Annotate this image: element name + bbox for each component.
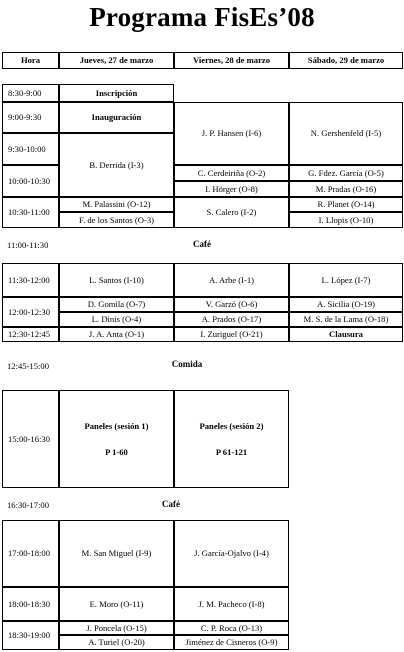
talk-palassini: M. Palassini (O-12) [59, 197, 174, 212]
header-day-friday: Viernes, 28 de marzo [174, 52, 289, 69]
talk-hansen: J. P. Hansen (I-6) [174, 102, 289, 165]
session-clausura: Clausura [289, 327, 403, 342]
talk-santos-f: F. de los Santos (O-3) [59, 212, 174, 228]
talk-pacheco: J. M. Pacheco (I-8) [174, 587, 289, 621]
talk-prados: A. Prados (O-17) [174, 312, 289, 327]
talk-santos-l: L. Santos (I-10) [59, 263, 174, 297]
hour-label: 11:00-11:30 [7, 240, 49, 250]
talk-planet: R. Planet (O-14) [289, 197, 403, 212]
talk-lama: M. S. de la Lama (O-18) [289, 312, 403, 327]
panel-session-1-range: P 1-60 [105, 447, 128, 457]
session-inscripcion: Inscripción [59, 84, 174, 102]
talk-cerdeirina: C. Cerdeiriña (O-2) [174, 165, 289, 181]
session-inauguracion: Inauguración [59, 102, 174, 133]
talk-sanmiguel: M. San Miguel (I-9) [59, 520, 174, 587]
talk-calero: S. Calero (I-2) [174, 197, 289, 228]
hour-cell: 11:30-12:00 [2, 263, 59, 297]
talk-arbe: A. Arbe (I-1) [174, 263, 289, 297]
talk-roca: C. P. Roca (O-13) [174, 621, 289, 635]
talk-garzo: V. Garzó (O-6) [174, 297, 289, 312]
break-comida: Comida [171, 359, 203, 369]
talk-sicilia: A. Sicilia (O-19) [289, 297, 403, 312]
header-day-thursday: Jueves, 27 de marzo [59, 52, 174, 69]
header-hora: Hora [2, 52, 59, 69]
talk-lopez: L. López (I-7) [289, 263, 403, 297]
talk-pradas: M. Pradas (O-16) [289, 181, 403, 197]
hour-cell: 18:30-19:00 [2, 621, 59, 650]
hour-cell: 9:30-10:00 [2, 133, 59, 165]
panel-session-1 [59, 390, 174, 488]
hour-cell: 18:00-18:30 [2, 587, 59, 621]
talk-poncela: J. Poncela (O-15) [59, 621, 174, 635]
panel-session-2-title: Paneles (sesión 2) [199, 420, 264, 431]
talk-dinis: L. Dinis (O-4) [59, 312, 174, 327]
hour-cell: 12:30-12:45 [2, 327, 59, 342]
panel-session-1-title: Paneles (sesión 1) [84, 420, 149, 431]
header-day-saturday: Sábado, 29 de marzo [289, 52, 403, 69]
talk-zuriguel: I. Zuriguel (O-21) [174, 327, 289, 342]
hour-label: 12:45-15:00 [7, 361, 50, 371]
hour-cell: 9:00-9:30 [2, 102, 59, 133]
talk-llopis: I. Llopis (O-10) [289, 212, 403, 228]
talk-moro: E. Moro (O-11) [59, 587, 174, 621]
talk-cisneros: Jiménez de Cisneros (O-9) [174, 635, 289, 650]
talk-turiel: A. Turiel (O-20) [59, 635, 174, 650]
talk-derrida: B. Derrida (I-3) [59, 133, 174, 197]
page-title: Programa FisEs’08 [89, 2, 315, 32]
hour-label: 16:30-17:00 [7, 500, 50, 510]
talk-anta: J. A. Anta (O-1) [59, 327, 174, 342]
talk-gershenfeld: N. Gershenfeld (I-5) [289, 102, 403, 165]
hour-cell: 17:00-18:00 [2, 520, 59, 587]
hour-cell: 10:30-11:00 [2, 197, 59, 228]
break-cafe: Café [193, 239, 211, 249]
talk-horger: I. Hörger (O-8) [174, 181, 289, 197]
break-cafe: Café [162, 499, 180, 509]
hour-cell: 15:00-16:30 [2, 390, 59, 488]
hour-cell: 8:30-9:00 [2, 84, 59, 102]
panel-session-2 [174, 390, 289, 488]
talk-gomila: D. Gomila (O-7) [59, 297, 174, 312]
hour-cell: 10:00-10:30 [2, 165, 59, 197]
talk-garcia: G. Fdez. García (O-5) [289, 165, 403, 181]
talk-garcia-ojalvo: J. García-Ojalvo (I-4) [174, 520, 289, 587]
panel-session-2-range: P 61-121 [215, 447, 248, 457]
hour-cell: 12:00-12:30 [2, 297, 59, 327]
